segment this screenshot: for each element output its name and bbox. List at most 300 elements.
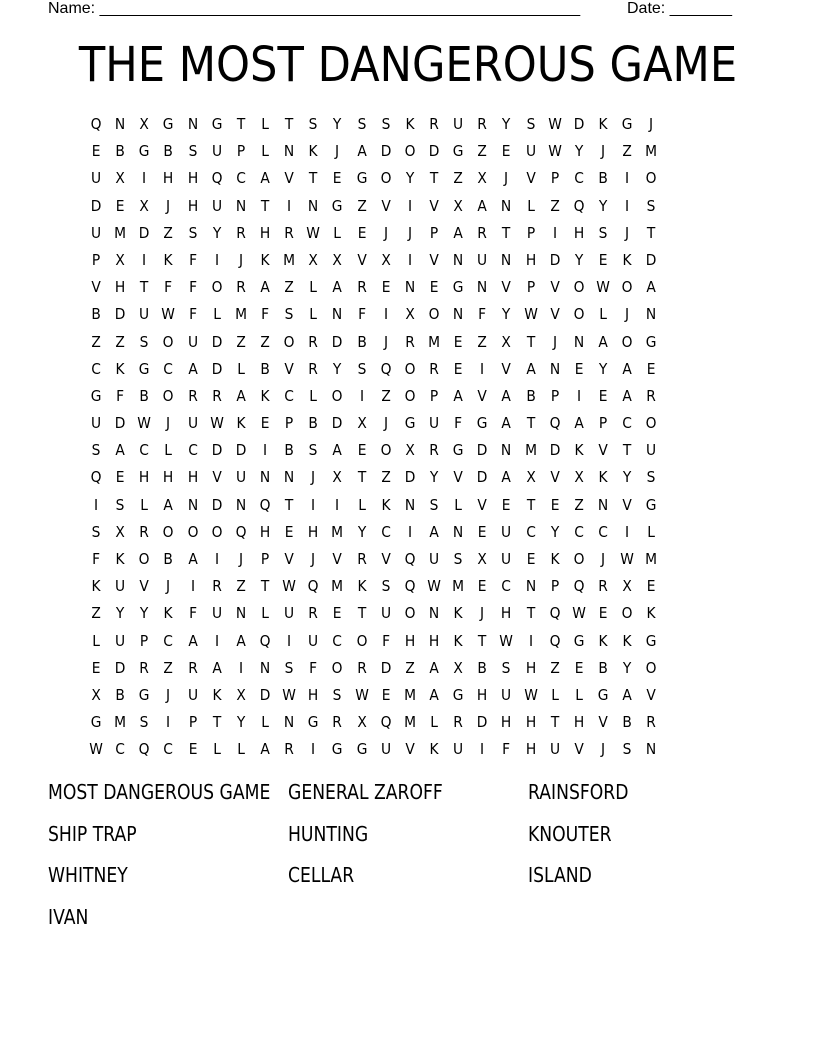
grid-letter: Y (333, 115, 342, 133)
grid-letter: K (405, 115, 415, 133)
grid-letter: G (476, 414, 488, 433)
grid-letter: U (115, 631, 126, 650)
grid-letter: E (453, 359, 463, 378)
grid-row (84, 247, 736, 274)
grid-letter: H (573, 713, 585, 732)
grid-letter: D (476, 713, 488, 732)
grid-letter: M (331, 577, 344, 596)
grid-letter: Z (236, 332, 246, 351)
grid-letter: S (333, 685, 342, 704)
grid-letter: V (501, 359, 512, 378)
grid-letter: O (645, 414, 657, 433)
grid-letter: S (453, 550, 463, 568)
grid-letter: W (596, 278, 610, 297)
grid-letter: O (163, 386, 174, 405)
grid-letter: N (501, 196, 512, 215)
grid-letter: J (552, 332, 557, 351)
grid-letter: J (600, 142, 606, 161)
grid-letter: J (383, 332, 388, 351)
grid-row (84, 546, 736, 573)
grid-letter: O (621, 332, 633, 351)
grid-letter: B (91, 305, 101, 324)
grid-letter: L (333, 223, 342, 242)
grid-letter: X (453, 196, 463, 215)
grid-letter: Y (140, 604, 149, 623)
grid-letter: G (621, 115, 633, 133)
grid-letter: M (403, 685, 416, 704)
grid-letter: H (525, 658, 536, 677)
grid-letter: C (284, 386, 295, 405)
grid-letter: M (524, 441, 537, 460)
grid-letter: S (357, 359, 366, 378)
grid-letter: G (211, 115, 223, 133)
grid-letter: V (501, 278, 512, 297)
grid-letter: N (235, 604, 247, 623)
grid-letter: X (453, 658, 463, 677)
grid-letter: J (238, 550, 243, 568)
grid-letter: G (404, 414, 416, 433)
grid-letter: Y (622, 658, 632, 677)
grid-letter: I (335, 495, 340, 514)
grid-letter: A (429, 685, 439, 704)
grid-letter: N (284, 713, 295, 732)
grid-letter: G (452, 142, 464, 161)
grid-letter: T (478, 631, 487, 650)
grid-letter: X (525, 468, 536, 487)
grid-letter: M (114, 223, 127, 242)
grid-letter: P (260, 550, 270, 568)
grid-letter: S (139, 713, 149, 732)
grid-letter: D (114, 305, 126, 324)
grid-letter: W (620, 550, 634, 568)
grid-letter: W (306, 223, 321, 242)
grid-letter: S (381, 577, 391, 596)
grid-letter: G (163, 115, 174, 133)
grid-letter: B (115, 142, 125, 161)
grid-letter: P (598, 414, 608, 433)
grid-letter: B (622, 713, 632, 732)
grid-letter: E (646, 359, 656, 378)
grid-letter: X (381, 250, 391, 269)
grid-letter: T (309, 169, 318, 188)
grid-letter: K (260, 386, 270, 405)
grid-letter: Z (381, 386, 391, 405)
grid-letter: R (139, 522, 150, 541)
grid-letter: C (501, 577, 512, 596)
grid-letter: Y (598, 359, 608, 378)
grid-letter: S (646, 468, 656, 487)
grid-letter: I (263, 441, 268, 460)
grid-letter: D (332, 332, 343, 351)
grid-letter: D (476, 468, 488, 487)
grid-letter: J (625, 223, 630, 242)
grid-letter: K (308, 142, 318, 161)
grid-letter: I (625, 196, 630, 215)
grid-letter: T (284, 495, 294, 514)
word-list-item: WHITNEY (48, 863, 128, 887)
grid-letter: X (477, 550, 488, 568)
grid-letter: Z (260, 332, 270, 351)
grid-letter: E (574, 658, 584, 677)
grid-letter: W (209, 414, 224, 433)
grid-letter: G (645, 631, 657, 650)
grid-letter: B (598, 658, 608, 677)
grid-letter: V (405, 740, 415, 759)
grid-letter: N (453, 250, 464, 269)
grid-letter: J (600, 740, 606, 759)
grid-letter: W (523, 685, 538, 704)
grid-letter: K (598, 631, 608, 650)
grid-row (84, 138, 736, 165)
grid-letter: T (140, 278, 149, 297)
grid-letter: A (574, 414, 584, 433)
grid-letter: D (139, 223, 150, 242)
grid-row (84, 383, 736, 410)
grid-letter: R (356, 278, 367, 297)
grid-letter: J (480, 604, 485, 623)
grid-letter: I (311, 740, 316, 759)
grid-letter: V (477, 386, 488, 405)
grid-letter: U (646, 441, 657, 460)
grid-letter: T (526, 414, 535, 433)
grid-letter: I (214, 250, 219, 269)
grid-letter: R (429, 115, 439, 133)
grid-letter: E (598, 250, 608, 269)
grid-letter: N (308, 196, 319, 215)
grid-letter: N (525, 577, 536, 596)
grid-letter: S (308, 115, 318, 133)
grid-letter: O (428, 305, 440, 324)
grid-letter: Z (550, 658, 560, 677)
grid-letter: X (139, 196, 150, 215)
grid-letter: G (90, 713, 102, 732)
grid-letter: K (163, 604, 174, 623)
grid-letter: N (573, 332, 585, 351)
grid-letter: J (600, 550, 606, 568)
grid-letter: E (188, 740, 197, 759)
grid-letter: Z (115, 332, 125, 351)
grid-letter: R (356, 658, 367, 677)
grid-letter: X (332, 250, 343, 269)
grid-letter: A (332, 441, 343, 460)
grid-letter: I (552, 223, 557, 242)
grid-row (84, 682, 736, 709)
grid-letter: P (550, 577, 559, 596)
grid-letter: F (357, 305, 366, 324)
grid-letter: I (214, 631, 219, 650)
grid-letter: Q (259, 631, 271, 650)
grid-letter: S (622, 740, 632, 759)
grid-letter: S (502, 658, 511, 677)
grid-row (84, 655, 736, 682)
grid-letter: X (574, 468, 584, 487)
grid-letter: Q (307, 577, 319, 596)
grid-letter: U (187, 332, 198, 351)
grid-letter: L (140, 495, 149, 514)
grid-letter: W (89, 740, 103, 759)
grid-letter: C (574, 169, 584, 188)
grid-letter: N (259, 658, 271, 677)
grid-letter: M (234, 305, 247, 324)
grid-letter: Y (236, 713, 246, 732)
grid-letter: G (332, 196, 343, 215)
grid-letter: U (501, 550, 512, 568)
grid-letter: V (139, 577, 150, 596)
grid-letter: C (236, 169, 246, 188)
grid-letter: D (259, 685, 271, 704)
grid-letter: U (525, 142, 536, 161)
grid-letter: N (428, 604, 440, 623)
grid-letter: X (356, 414, 367, 433)
grid-letter: S (429, 495, 439, 514)
grid-letter: L (575, 685, 583, 704)
grid-letter: R (646, 386, 657, 405)
grid-letter: U (187, 685, 198, 704)
grid-letter: Y (550, 522, 559, 541)
grid-letter: W (499, 631, 514, 650)
grid-letter: E (115, 196, 125, 215)
grid-letter: X (622, 577, 632, 596)
grid-letter: N (187, 495, 198, 514)
word-list-item: GENERAL ZAROFF (288, 780, 443, 804)
grid-letter: L (357, 495, 366, 514)
grid-letter: B (525, 386, 536, 405)
grid-letter: B (598, 169, 608, 188)
grid-letter: G (452, 278, 464, 297)
grid-letter: A (622, 386, 632, 405)
word-list-item: HUNTING (288, 821, 369, 846)
grid-letter: M (114, 713, 127, 732)
grid-letter: D (90, 196, 102, 215)
grid-letter: N (453, 522, 464, 541)
grid-letter: A (187, 550, 198, 568)
grid-letter: X (139, 115, 150, 133)
grid-letter: H (187, 169, 198, 188)
grid-letter: A (187, 631, 198, 650)
grid-letter: S (308, 441, 318, 460)
grid-letter: H (525, 713, 536, 732)
grid-letter: Q (259, 495, 271, 514)
grid-letter: A (453, 386, 463, 405)
grid-letter: T (357, 604, 366, 623)
grid-letter: M (428, 332, 440, 351)
grid-letter: S (284, 658, 294, 677)
grid-letter: J (383, 223, 388, 242)
grid-letter: U (380, 604, 391, 623)
grid-letter: D (404, 468, 416, 487)
grid-letter: X (405, 305, 415, 324)
grid-letter: J (335, 142, 340, 161)
grid-letter: V (550, 305, 560, 324)
grid-letter: E (91, 658, 101, 677)
grid-letter: R (284, 223, 294, 242)
grid-letter: E (381, 278, 391, 297)
grid-letter: O (163, 522, 174, 541)
grid-letter: N (284, 142, 295, 161)
grid-row (84, 492, 736, 519)
grid-letter: J (407, 223, 412, 242)
grid-letter: B (284, 441, 294, 460)
grid-letter: E (550, 495, 560, 514)
grid-letter: J (166, 685, 171, 704)
grid-letter: S (139, 332, 149, 351)
grid-letter: K (357, 577, 367, 596)
grid-letter: Y (405, 169, 415, 188)
grid-letter: S (115, 495, 125, 514)
grid-letter: V (284, 550, 294, 568)
grid-letter: G (452, 441, 464, 460)
grid-letter: K (598, 115, 608, 133)
grid-letter: U (115, 577, 126, 596)
grid-letter: C (332, 631, 343, 650)
grid-letter: A (525, 359, 536, 378)
grid-letter: I (625, 522, 630, 541)
grid-letter: H (115, 278, 126, 297)
grid-letter: I (407, 196, 412, 215)
grid-letter: G (307, 713, 319, 732)
grid-letter: S (188, 142, 198, 161)
grid-letter: Z (163, 223, 174, 242)
grid-letter: R (236, 278, 246, 297)
grid-letter: M (283, 250, 296, 269)
grid-letter: U (501, 522, 512, 541)
grid-letter: Y (333, 359, 342, 378)
grid-letter: O (404, 604, 416, 623)
grid-row (84, 301, 736, 328)
grid-letter: R (139, 658, 150, 677)
grid-letter: H (163, 169, 174, 188)
grid-letter: S (91, 441, 101, 460)
grid-letter: C (163, 359, 174, 378)
grid-letter: V (381, 550, 391, 568)
grid-letter: S (188, 223, 198, 242)
grid-letter: U (428, 550, 440, 568)
grid-letter: V (332, 550, 343, 568)
grid-letter: I (311, 495, 316, 514)
grid-letter: R (429, 359, 439, 378)
grid-letter: J (166, 414, 171, 433)
grid-letter: E (453, 332, 463, 351)
grid-letter: E (260, 414, 270, 433)
grid-letter: O (332, 386, 343, 405)
grid-letter: H (308, 685, 319, 704)
grid-letter: D (549, 441, 561, 460)
grid-letter: U (308, 631, 319, 650)
grid-letter: M (403, 713, 416, 732)
grid-letter: D (211, 332, 223, 351)
grid-letter: W (282, 685, 297, 704)
grid-letter: L (454, 495, 463, 514)
grid-letter: H (525, 740, 536, 759)
grid-letter: I (359, 386, 364, 405)
grid-letter: V (284, 359, 294, 378)
grid-letter: T (236, 115, 246, 133)
grid-letter: Q (573, 577, 585, 596)
grid-letter: Z (381, 468, 391, 487)
grid-letter: K (622, 250, 632, 269)
grid-letter: A (187, 359, 198, 378)
grid-letter: L (526, 196, 535, 215)
grid-letter: N (284, 468, 295, 487)
grid-letter: H (187, 468, 198, 487)
grid-letter: V (91, 278, 101, 297)
grid-letter: W (523, 305, 538, 324)
grid-letter: D (428, 142, 440, 161)
grid-letter: A (501, 414, 512, 433)
grid-letter: C (380, 522, 391, 541)
grid-letter: J (311, 550, 316, 568)
grid-letter: L (261, 604, 269, 623)
grid-letter: A (260, 278, 270, 297)
grid-letter: Y (429, 468, 439, 487)
grid-letter: J (649, 115, 654, 133)
grid-letter: U (211, 142, 222, 161)
grid-letter: I (287, 196, 292, 215)
grid-letter: V (622, 495, 632, 514)
grid-letter: E (357, 441, 366, 460)
grid-letter: R (308, 332, 319, 351)
grid-letter: Y (115, 604, 125, 623)
grid-letter: O (380, 169, 392, 188)
grid-letter: D (573, 115, 585, 133)
grid-letter: G (645, 332, 657, 351)
grid-letter: B (139, 386, 150, 405)
grid-letter: U (428, 414, 440, 433)
grid-letter: V (646, 685, 657, 704)
grid-letter: O (573, 550, 585, 568)
grid-letter: A (260, 740, 270, 759)
grid-letter: V (284, 169, 294, 188)
grid-letter: H (139, 468, 150, 487)
grid-letter: P (550, 386, 559, 405)
grid-letter: R (332, 713, 343, 732)
grid-letter: Q (138, 740, 150, 759)
grid-letter: S (526, 115, 535, 133)
word-list-item: MOST DANGEROUS GAME (48, 780, 271, 804)
grid-letter: Q (573, 196, 585, 215)
grid-letter: R (477, 223, 488, 242)
grid-letter: K (574, 441, 584, 460)
grid-letter: O (283, 332, 295, 351)
grid-row (84, 736, 736, 763)
grid-letter: A (356, 142, 367, 161)
grid-letter: D (211, 359, 223, 378)
grid-letter: H (573, 223, 585, 242)
grid-letter: I (142, 250, 147, 269)
grid-letter: E (357, 223, 366, 242)
grid-letter: Q (90, 468, 102, 487)
grid-letter: Z (574, 495, 584, 514)
grid-letter: N (404, 278, 416, 297)
grid-letter: I (166, 713, 171, 732)
grid-letter: W (354, 685, 369, 704)
grid-letter: P (140, 631, 149, 650)
grid-letter: E (381, 685, 391, 704)
grid-letter: V (598, 441, 608, 460)
grid-letter: H (259, 223, 271, 242)
grid-letter: G (645, 495, 657, 514)
grid-letter: Z (622, 142, 632, 161)
grid-letter: V (477, 495, 488, 514)
grid-letter: N (597, 495, 609, 514)
grid-letter: X (477, 169, 488, 188)
grid-letter: B (163, 142, 174, 161)
grid-letter: P (526, 278, 535, 297)
grid-letter: G (573, 631, 585, 650)
grid-letter: J (311, 468, 316, 487)
grid-letter: D (476, 441, 488, 460)
grid-letter: F (309, 658, 318, 677)
